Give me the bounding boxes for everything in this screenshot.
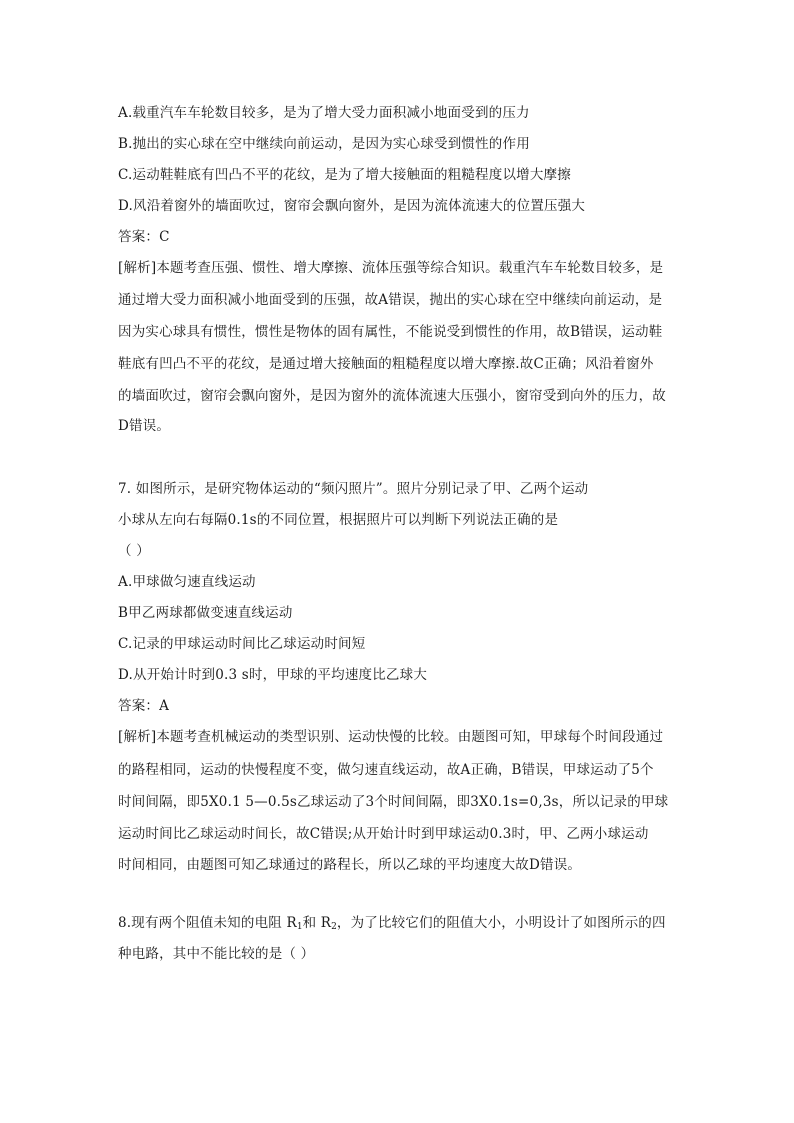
q6-option-a: A.载重汽车车轮数目较多，是为了增大受力面积减小地面受到的压力 <box>118 105 530 121</box>
q6-option-b: B.抛出的实心球在空中继续向前运动，是因为实心球受到惯性的作用 <box>118 136 530 152</box>
q7-option-d: D.从开始计时到0.3 s时，甲球的平均速度比乙球大 <box>118 667 428 683</box>
q8-text-post: ，为了比较它们的阻值大小，小明设计了如图所示的四 <box>336 915 666 931</box>
q6-analysis-line: 通过增大受力面积减小地面受到的压强，故A错误，抛出的实心球在空中继续向前运动，是 <box>118 292 663 308</box>
q6-analysis-line: 的墙面吹过，窗帘会飘向窗外，是因为窗外的流体流速大压强小，窗帘受到向外的压力，故 <box>118 388 666 404</box>
q6-analysis-line: 因为实心球具有惯性，惯性是物体的固有属性，不能说受到惯性的作用，故B错误，运动鞋 <box>118 324 663 340</box>
q6-answer: 答案：C <box>118 229 170 245</box>
q7-analysis-line: 运动时间比乙球运动时间长，故C错误;从开始计时到甲球运动0.3时，甲、乙两小球运动 <box>118 826 649 842</box>
q6-analysis-line: 鞋底有凹凸不平的花纹，是通过增大接触面的粗糙程度以增大摩擦.故C正确；风沿着窗外 <box>118 356 654 372</box>
q7-answer-blank: （ ） <box>118 543 150 559</box>
q7-answer: 答案：A <box>118 698 170 714</box>
q6-analysis-line: [解析]本题考查压强、惯性、增大摩擦、流体压强等综合知识。载重汽车车轮数目较多，是 <box>118 260 664 276</box>
q7-analysis-line: 时间间隔，即5X0.1 5—0.5s乙球运动了3个时间间隔，即3X0.1s=0,3s，所以记录的甲球 <box>118 794 669 810</box>
q7-analysis-line: [解析]本题考查机械运动的类型识别、运动快慢的比较。由题图可知，甲球每个时间段通过 <box>118 729 664 745</box>
q8-text-pre: 8.现有两个阻值未知的电阻 R <box>118 915 297 931</box>
q6-option-c: C.运动鞋鞋底有凹凸不平的花纹，是为了增大接触面的粗糙程度以增大摩擦 <box>118 167 571 183</box>
q6-analysis-line: D错误。 <box>118 418 171 434</box>
q6-option-d: D.风沿着窗外的墙面吹过，窗帘会飘向窗外，是因为流体流速大的位置压强大 <box>118 198 586 214</box>
q7-option-b: B甲乙两球都做变速直线运动 <box>118 605 293 621</box>
r2-subscript: 2 <box>331 922 337 932</box>
q8-text-mid: 和 R <box>302 915 332 931</box>
q8-stem-line: 种电路，其中不能比较的是（ ） <box>118 946 315 962</box>
q7-stem-line: 小球从左向右每隔0.1s的不同位置，根据照片可以判断下列说法正确的是 <box>118 512 559 528</box>
q7-option-a: A.甲球做匀速直线运动 <box>118 574 256 590</box>
q7-analysis-line: 时间相同，由题图可知乙球通过的路程长，所以乙球的平均速度大故D错误。 <box>118 857 582 873</box>
r1-subscript: 1 <box>296 922 303 932</box>
q7-analysis-line: 的路程相同，运动的快慢程度不变，做匀速直线运动，故A正确，B错误，甲球运动了5个 <box>118 762 654 778</box>
q7-option-c: C.记录的甲球运动时间比乙球运动时间短 <box>118 636 366 652</box>
q7-stem-line: 7. 如图所示，是研究物体运动的“频闪照片”。照片分别记录了甲、乙两个运动 <box>118 481 589 497</box>
q8-stem-line <box>118 913 694 937</box>
